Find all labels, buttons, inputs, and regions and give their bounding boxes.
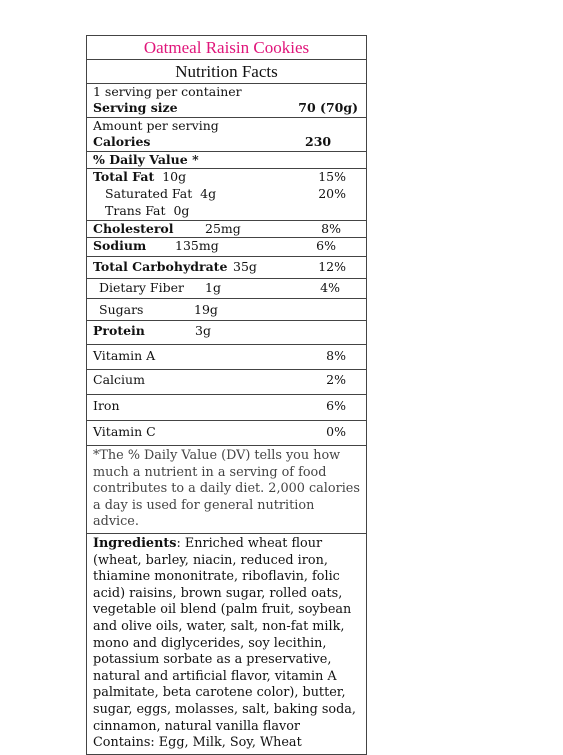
daily-value-header (87, 152, 366, 169)
sugars-row (87, 299, 366, 321)
sodium-name: Sodium (93, 238, 147, 253)
sugars-amount: 19g (194, 302, 218, 317)
sugars-name: Sugars (99, 302, 144, 317)
vitamin-c-dv: 0% (326, 424, 346, 439)
calcium-row (87, 370, 366, 395)
product-title: Oatmeal Raisin Cookies (87, 36, 366, 60)
serving-size-label: Serving size (93, 100, 178, 115)
saturated-fat-dv: 20% (318, 186, 346, 201)
sodium-dv: 6% (316, 238, 336, 253)
calcium-dv: 2% (326, 372, 346, 387)
sodium-amount: 135mg (175, 238, 219, 253)
ingredients-text: : Enriched wheat flour (wheat, barley, niacin, reduced iron, thiamine mononitrate, riboflavin, folic acid) raisins, brown sugar, rolled oats, vegetable oil blend (palm fruit, soybean and olive oils, water, salt, non-fat milk, mono and diglycerides, soy lecithin, potassium sorbate as a preservative, natural and artificial flavor, vitamin A palmitate, beta carotene color), butter, sugar, eggs, molasses, salt, baking soda, cinnamon, natural vanilla flavor (93, 535, 357, 734)
allergen-contains: Contains: Egg, Milk, Soy, Wheat (93, 735, 302, 751)
daily-value-header-text: % Daily Value * (93, 152, 199, 167)
cholesterol-row (87, 221, 366, 238)
calories-label: Calories (93, 134, 151, 149)
trans-fat-row (105, 203, 189, 218)
iron-name: Iron (93, 398, 120, 413)
dietary-fiber-dv: 4% (320, 280, 340, 295)
vitamin-c-name: Vitamin C (93, 424, 156, 439)
vitamin-a-row (87, 345, 366, 370)
total-carbohydrate-name: Total Carbohydrate (93, 259, 228, 274)
serving-size-value: 70 (70g) (298, 100, 358, 115)
total-fat-dv: 15% (318, 169, 346, 184)
calories-block (87, 118, 366, 152)
protein-name: Protein (93, 323, 145, 338)
servings-per-container: 1 serving per container (93, 84, 242, 99)
total-fat-amount: 10g (162, 169, 187, 184)
iron-row (87, 395, 366, 421)
cholesterol-amount: 25mg (205, 221, 241, 236)
trans-fat-name: Trans Fat (105, 203, 166, 218)
trans-fat-amount: 0g (173, 203, 190, 218)
ingredients-block (87, 534, 366, 754)
dietary-fiber-name: Dietary Fiber (99, 280, 184, 295)
dietary-fiber-row (87, 279, 366, 299)
cholesterol-dv: 8% (321, 221, 341, 236)
sodium-row (87, 238, 366, 257)
calories-value: 230 (305, 134, 332, 149)
total-fat-name: Total Fat (93, 169, 155, 184)
iron-dv: 6% (326, 398, 346, 413)
protein-amount: 3g (195, 323, 211, 338)
fat-block (87, 169, 366, 221)
total-fat-row (93, 169, 186, 184)
vitamin-c-row (87, 421, 366, 446)
calcium-name: Calcium (93, 372, 145, 387)
saturated-fat-name: Saturated Fat (105, 186, 193, 201)
dietary-fiber-amount: 1g (205, 280, 221, 295)
total-carbohydrate-amount: 35g (233, 259, 257, 274)
vitamin-a-dv: 8% (326, 348, 346, 363)
serving-info (87, 84, 366, 118)
daily-value-footnote: *The % Daily Value (DV) tells you how much a nutrient in a serving of food contributes to a daily diet. 2,000 calories a day is used for general nutrition advice. (87, 446, 366, 534)
total-carbohydrate-row (87, 257, 366, 279)
protein-row (87, 321, 366, 345)
amount-per-serving: Amount per serving (93, 118, 219, 133)
saturated-fat-amount: 4g (200, 186, 217, 201)
vitamin-a-name: Vitamin A (93, 348, 156, 363)
total-carbohydrate-dv: 12% (318, 259, 346, 274)
cholesterol-name: Cholesterol (93, 221, 174, 236)
nutrition-label (86, 35, 367, 755)
nutrition-facts-heading: Nutrition Facts (87, 60, 366, 84)
saturated-fat-row (105, 186, 216, 201)
ingredients-label: Ingredients (93, 535, 177, 551)
